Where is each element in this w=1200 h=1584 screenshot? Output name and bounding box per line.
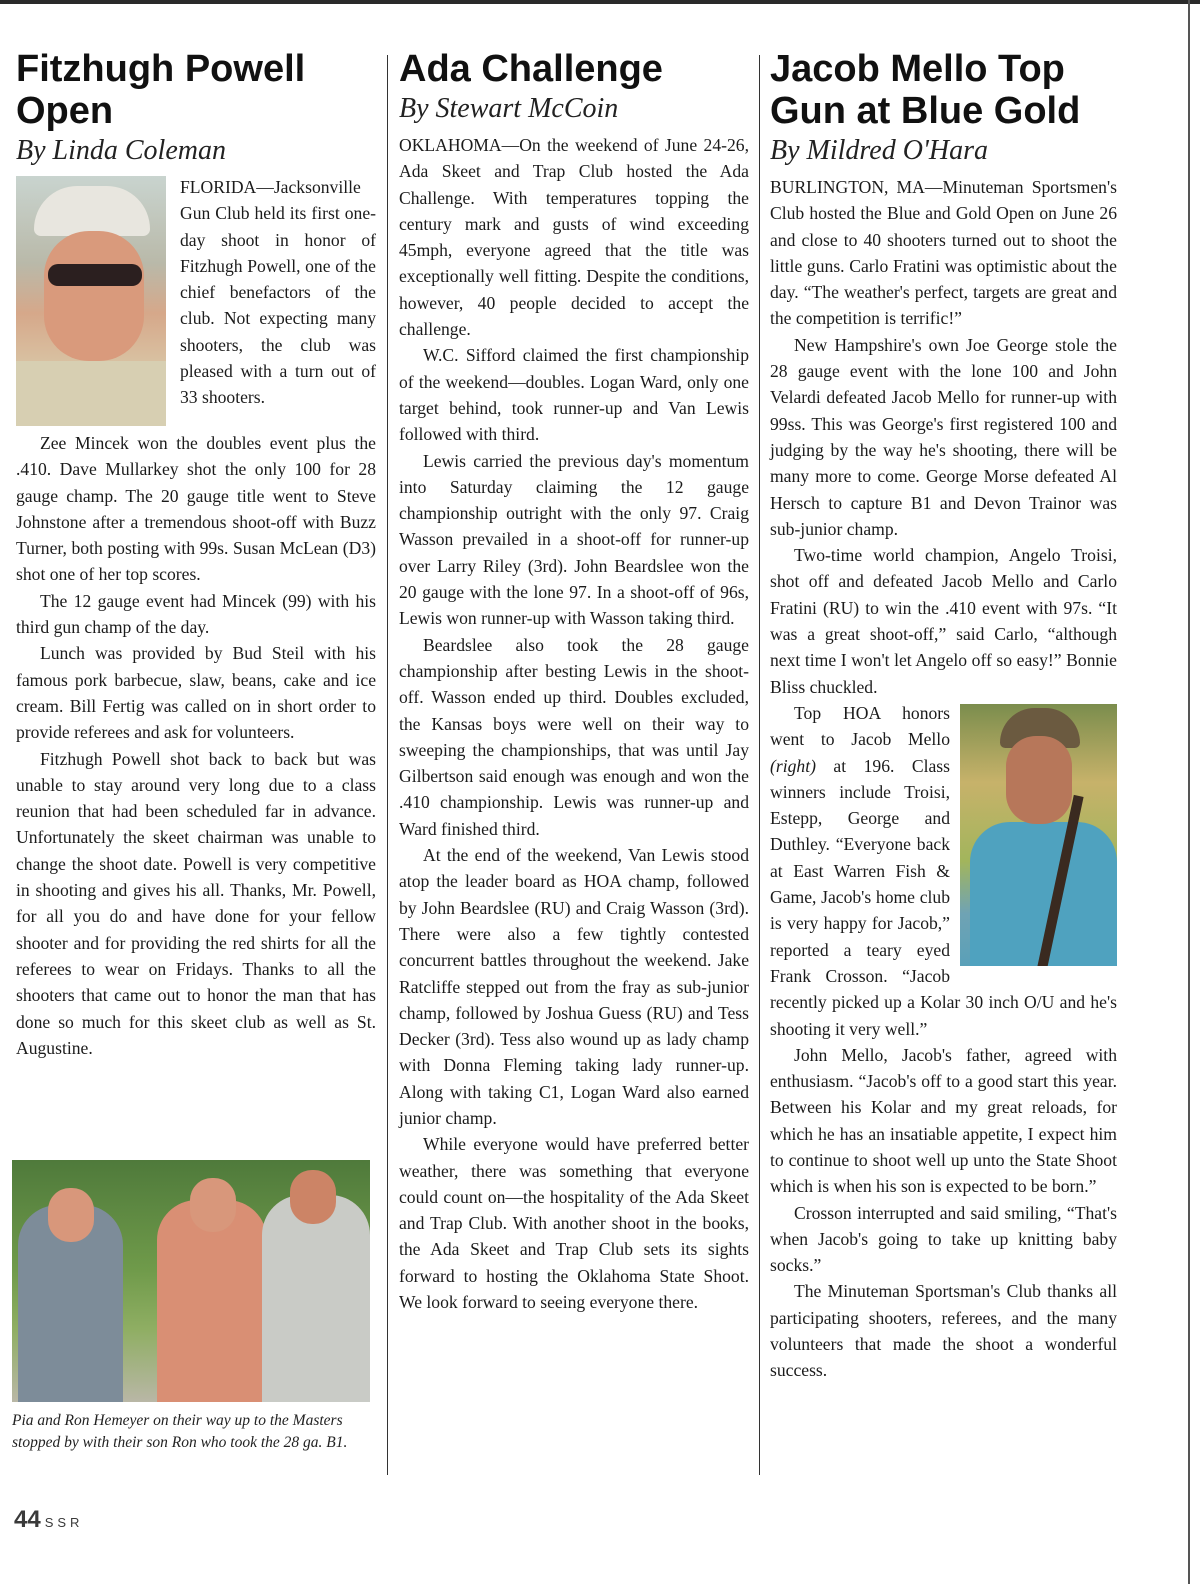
article-ada-challenge: [399, 48, 749, 1315]
top-rule: [0, 0, 1200, 4]
article-body: [399, 132, 749, 1315]
paragraph: FLORIDA—Jacksonville Gun Club held its first one-day shoot in honor of Fitzhugh Powell, one of the chief benefactors of the club. Not expecting many shooters, the club was pleased with a turn out of 33 shooters.: [180, 177, 376, 408]
group-photo: [12, 1160, 370, 1402]
paragraph: Lunch was provided by Bud Steil with his famous pork barbecue, slaw, beans, cake and ice cream. Bill Fertig was called on in short order to provide referees and ask for volunteers.: [16, 643, 376, 743]
magazine-name: SSR: [44, 1515, 84, 1530]
paragraph: At the end of the weekend, Van Lewis stood atop the leader board as HOA champ, followed by John Beardslee (RU) and Craig Wasson (3rd). There were also a few tightly contested concurrent battles throughout the weekend. Jake Ratcliffe stepped out from the fray as sub-junior champ, followed by Joshua Guess (RU) and Tess Decker (3rd). Tess also wound up as lady champ with Donna Fleming taking lady runner-up. Along with taking C1, Logan Ward also earned junior champ.: [399, 845, 749, 1128]
paragraph: New Hampshire's own Joe George stole the 28 gauge event with the lone 100 and John Velardi defeated Jacob Mello for runner-up with 99ss. This was George's first registered 100 and judging by the way he's shooting, there will be many more to come. George Morse defeated Al Hersch to capture B1 and Devon Trainor was sub-junior champ.: [770, 334, 1117, 539]
column-divider: [387, 55, 388, 1475]
paragraph: Crosson interrupted and said smiling, “That's when Jacob's going to take up knitting baby socks.”: [770, 1202, 1117, 1276]
column-divider: [759, 55, 760, 1475]
article-body: [770, 174, 1117, 1384]
article-title: Jacob Mello Top Gun at Blue Gold: [770, 48, 1081, 132]
paragraph: OKLAHOMA—On the weekend of June 24-26, Ada Skeet and Trap Club hosted the Ada Challenge. With temperatures topping the century mark and gusts of wind exceeding 45mph, everyone agreed that the title was exceptionally well fitting. Despite the conditions, however, 40 people decided to accept the challenge.: [399, 135, 749, 340]
jacob-mello-photo: [960, 704, 1117, 966]
paragraph: The 12 gauge event had Mincek (99) with his third gun champ of the day.: [16, 590, 376, 638]
paragraph: Top HOA honors went to Jacob Mello (right) at 196. Class winners include Troisi, Estepp, George and Duthley. “Everyone back at East Warren Fish & Game, Jacob's home club is very happy for Jacob,” reported a teary eyed Frank Crosson. “Jacob recently picked up a Kolar 30 inch O/U and he's shooting it very well.”: [770, 702, 1117, 1039]
article-title: Ada Challenge: [399, 48, 663, 90]
paragraph: John Mello, Jacob's father, agreed with enthusiasm. “Jacob's off to a good start this year. Between his Kolar and my great reloads, for which he has an insatiable appetite, I expect him to continue to shoot well up unto the State Shoot which is when his son is expected to be born.”: [770, 1044, 1117, 1197]
paragraph: Two-time world champion, Angelo Troisi, shot off and defeated Jacob Mello and Carlo Fratini (RU) to win the .410 event with 97s. “It was a great shoot-off,” said Carlo, “although next time I won't let Angelo off so easy!” Bonnie Bliss chuckled.: [770, 545, 1117, 697]
paragraph: BURLINGTON, MA—Minuteman Sportsmen's Club hosted the Blue and Gold Open on June 26 and close to 40 shooters turned out to shoot the little guns. Carlo Fratini was optimistic about the day. “The weather's perfect, targets are great and the competition is terrific!”: [770, 177, 1117, 329]
photo-caption: Pia and Ron Hemeyer on their way up to the Masters stopped by with their son Ron who took the 28 ga. B1.: [12, 1412, 348, 1451]
page-folio: [14, 1506, 83, 1534]
article-fitzhugh-powell-open: [16, 48, 376, 1061]
article-jacob-mello: [770, 48, 1117, 1384]
article-byline: By Linda Coleman: [16, 135, 226, 166]
portrait-photo: [16, 176, 166, 426]
page-number: 44: [14, 1506, 41, 1533]
paragraph: Fitzhugh Powell shot back to back but was unable to stay around very long due to a class reunion that had been scheduled far in advance. Unfortunately the skeet chairman was unable to change the shoot date. Powell is very competitive in shooting and gives his all. Thanks, Mr. Powell, for all you do and have done for your fellow shooter and for providing the red shirts for all the referees to wear on Fridays. Thanks to all the shooters that came out to honor the man that has done so much for this skeet club as well as St. Augustine.: [16, 748, 376, 1058]
article-body: [16, 174, 376, 1061]
paragraph: Lewis carried the previous day's momentum into Saturday claiming the 12 gauge championship outright with the only 97. Craig Wasson prevailed in a shoot-off for runner-up over Larry Riley (3rd). John Beardslee won the 20 gauge with the lone 97. In a shoot-off of 96s, Lewis won runner-up with Wasson taking third.: [399, 450, 749, 629]
paragraph: Zee Mincek won the doubles event plus the .410. Dave Mullarkey shot the only 100 for 28 gauge champ. The 20 gauge title went to Steve Johnstone after a tremendous shoot-off with Buzz Turner, both posting with 99s. Susan McLean (D3) shot one of her top scores.: [16, 433, 376, 585]
article-byline: By Mildred O'Hara: [770, 135, 989, 166]
right-edge-rule: [1188, 0, 1190, 1584]
paragraph: The Minuteman Sportsman's Club thanks all participating shooters, referees, and the many volunteers that made the shoot a wonderful success.: [770, 1281, 1117, 1381]
paragraph: While everyone would have preferred better weather, there was something that everyone could count on—the hospitality of the Ada Skeet and Trap Club. With another shoot in the books, the Ada Skeet and Trap Club sets its sights forward to hosting the Oklahoma State Shoot. We look forward to seeing everyone there.: [399, 1134, 749, 1313]
article-title: Fitzhugh Powell Open: [16, 48, 306, 132]
paragraph: Beardslee also took the 28 gauge championship after besting Lewis in the shoot-off. Wasson ended up third. Doubles excluded, the Kansas boys were well on their way to sweeping the championships, that was until Jay Gilbertson said enough was enough and won the .410 championship. Lewis was runner-up and Ward finished third.: [399, 634, 749, 839]
paragraph: W.C. Sifford claimed the first championship of the weekend—doubles. Logan Ward, only one target behind, took runner-up and Van Lewis followed with third.: [399, 345, 749, 445]
article-byline: By Stewart McCoin: [399, 93, 619, 124]
